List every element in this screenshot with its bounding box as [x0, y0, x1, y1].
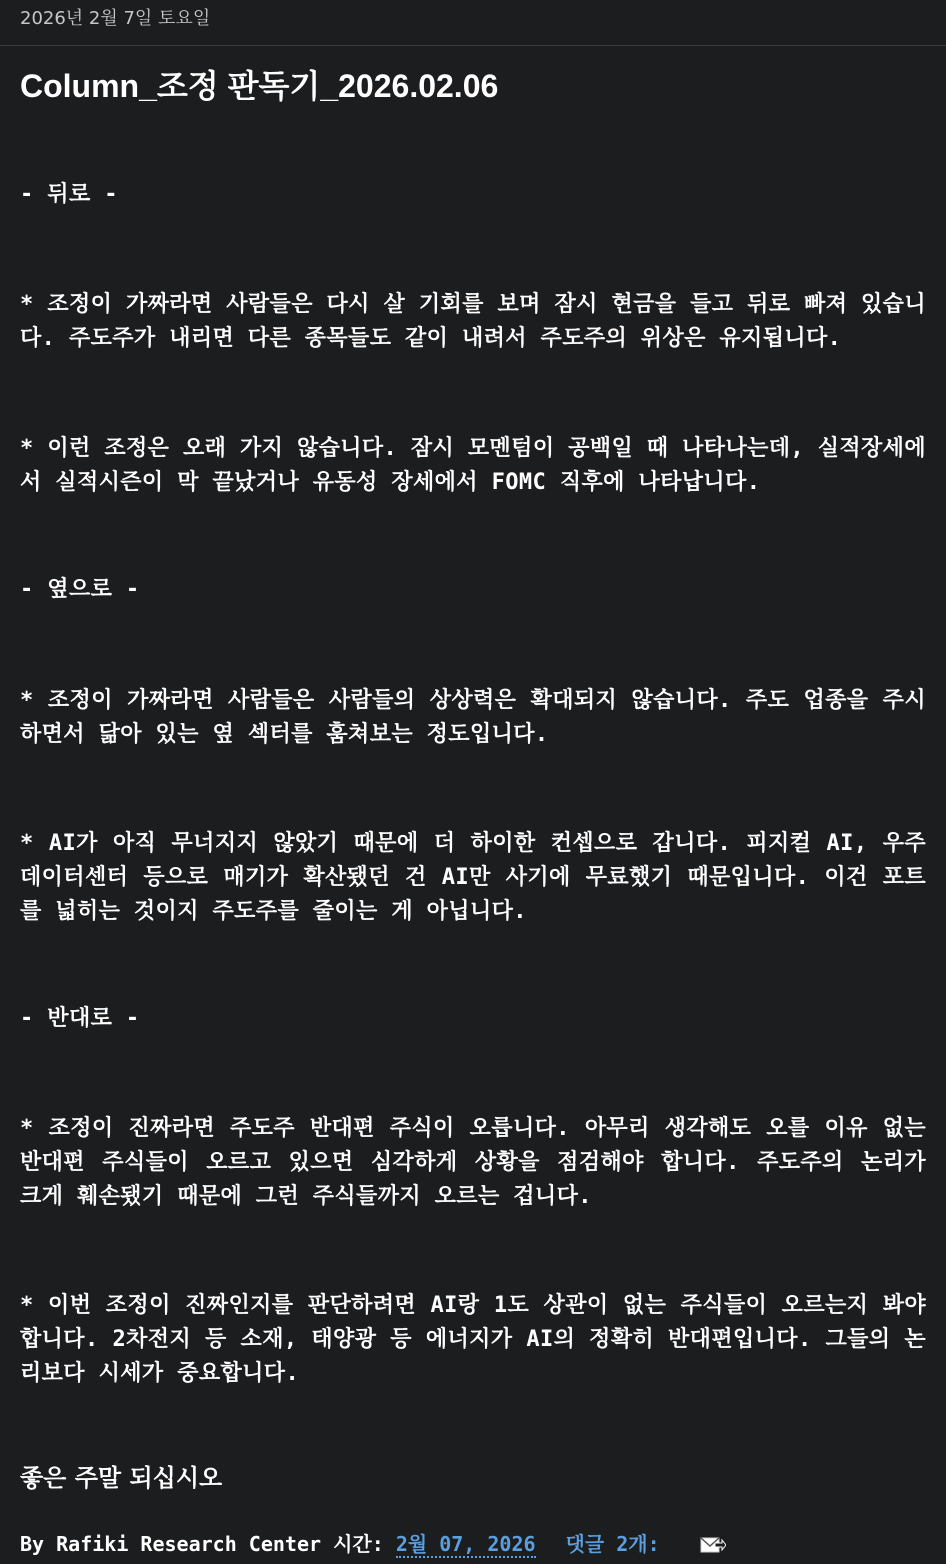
post-paragraph: * 조정이 가짜라면 사람들은 다시 살 기회를 보며 잠시 현금을 들고 뒤로 빠져 있습니다. 주도주가 내리면 다른 종목들도 같이 내려서 주도주의 위상은 유지됩니다. — [20, 292, 926, 351]
date-header-text: 2026년 2월 7일 토요일 — [20, 8, 211, 29]
post-paragraph: * 이번 조정이 진짜인지를 판단하려면 AI랑 1도 상관이 없는 주식들이 오르는지 봐야 합니다. 2차전지 등 소재, 태양광 등 에너지가 AI의 정확히 반대편입니다. 그들의 논리보다 시세가 중요합니다. — [20, 1293, 926, 1386]
timestamp-link[interactable]: 2월 07, 2026 — [395, 1532, 536, 1556]
time-label: 시간: — [333, 1532, 384, 1556]
closing-greeting: 좋은 주말 되십시오 — [20, 1464, 223, 1492]
date-header — [0, 0, 946, 46]
post-paragraph: * 조정이 진짜라면 주도주 반대편 주식이 오릅니다. 아무리 생각해도 오를 이유 없는 반대편 주식들이 오르고 있으면 심각하게 상황을 점검해야 합니다. 주도주의 논리가 크게 훼손됐기 때문에 그런 주식들까지 오르는 겁니다. — [20, 1116, 926, 1209]
author-line: By Rafiki Research Center — [20, 1532, 322, 1556]
post-title: Column_조정 판독기_2026.02.06 — [20, 68, 499, 104]
section-heading-opposite: - 반대로 - — [20, 1006, 140, 1031]
section-heading-back: - 뒤로 - — [20, 182, 118, 207]
comments-link[interactable]: 댓글 2개: — [565, 1532, 660, 1556]
email-post-icon[interactable] — [700, 1531, 726, 1549]
post-paragraph: * 이런 조정은 오래 가지 않습니다. 잠시 모멘텀이 공백일 때 나타나는데, 실적장세에서 실적시즌이 막 끝났거나 유동성 장세에서 FOMC 직후에 나타납니다. — [20, 436, 926, 495]
post-paragraph: * 조정이 가짜라면 사람들은 사람들의 상상력은 확대되지 않습니다. 주도 업종을 주시하면서 닮아 있는 옆 섹터를 훔쳐보는 정도입니다. — [20, 688, 926, 747]
post-paragraph: * AI가 아직 무너지지 않았기 때문에 더 하이한 컨셉으로 갑니다. 피지컬 AI, 우주 데이터센터 등으로 매기가 확산됐던 건 AI만 사기에 무료했기 때문입니다. 이건 포트를 넓히는 것이지 주도주를 줄이는 게 아닙니다. — [20, 831, 926, 924]
section-heading-side: - 옆으로 - — [20, 577, 140, 602]
post-footer — [20, 1528, 726, 1560]
